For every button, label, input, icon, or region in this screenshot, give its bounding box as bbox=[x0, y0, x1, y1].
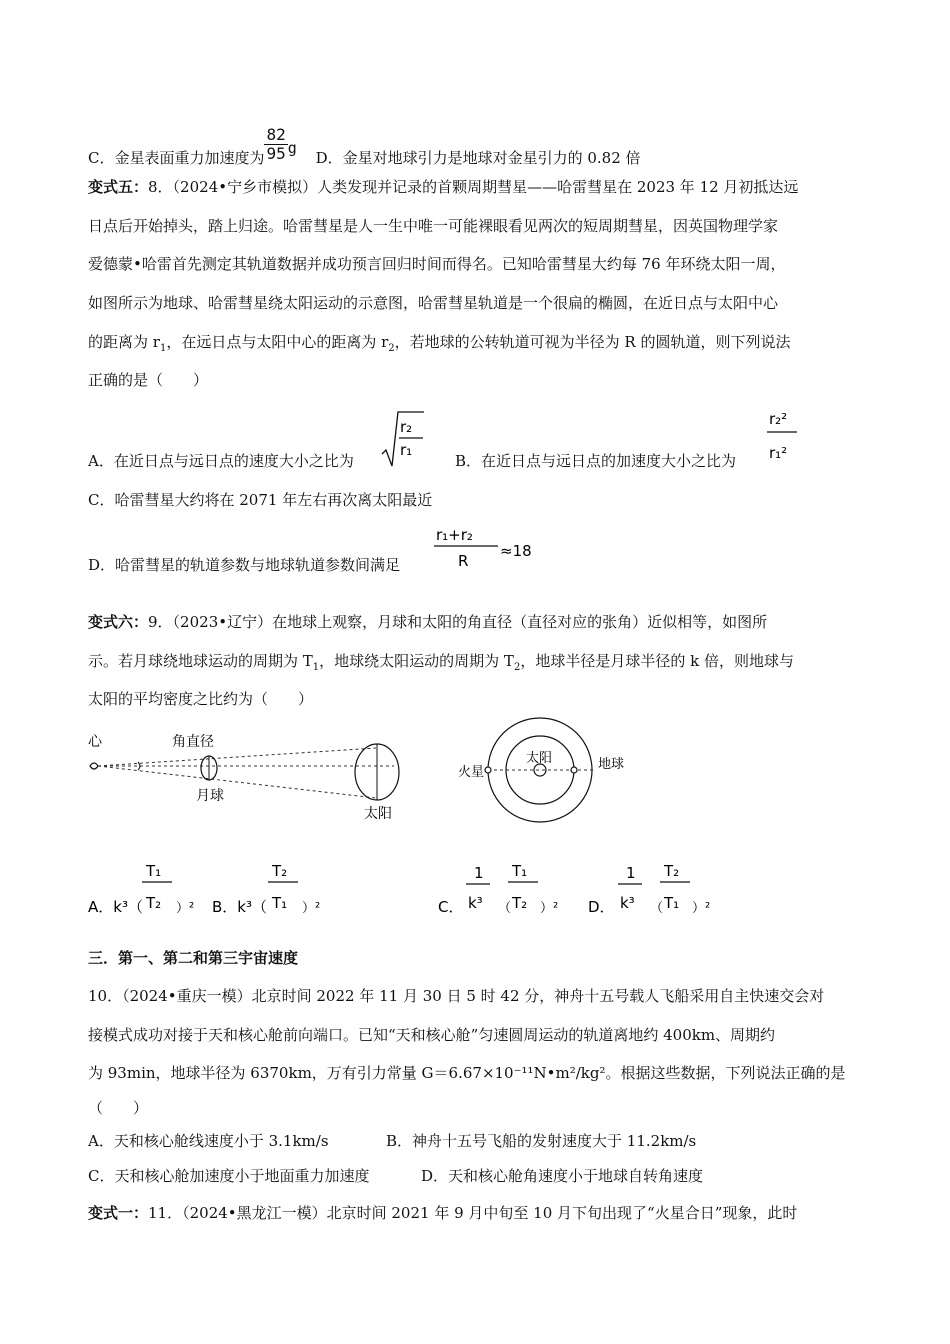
q9-options bbox=[84, 852, 734, 922]
q8-line-6: 正确的是（ ） bbox=[88, 371, 209, 389]
sun-orbit-label: 太阳 bbox=[526, 751, 553, 766]
earth-orbit bbox=[506, 736, 574, 804]
q7-option-c-fraction: $\frac{82}{95}$ bbox=[266, 125, 286, 163]
q8-line-4: 如图所示为地球、哈雷彗星绕太阳运动的示意图，哈雷彗星轨道是一个很扁的椭圆，在近日点与太阳中心 bbox=[88, 294, 779, 312]
q10-option-a: A．天和核心舱线速度小于 3.1km/s bbox=[88, 1132, 329, 1150]
section-3-heading: 三．第一、第二和第三宇宙速度 bbox=[88, 949, 299, 967]
q10-option-b: B．神舟十五号飞船的发射速度大于 11.2km/s bbox=[386, 1132, 697, 1150]
q10-line-1: 10．（2024•重庆一模）北京时间 2022 年 11 月 30 日 5 时 42 分，神舟十五号载人飞船采用自主快速交会对 bbox=[88, 987, 825, 1005]
mars-dot bbox=[485, 767, 491, 773]
svg-text:T₂: T₂ bbox=[512, 894, 528, 912]
angular-diameter-figure bbox=[84, 726, 414, 826]
q7-option-c-d: C．金星表面重力加速度为 $\frac{82}{95}$ g D．金星对地球引力是地球对金星引力的 0.82 倍 bbox=[88, 125, 641, 167]
q9-option-b-prefix: B．k³（ bbox=[212, 898, 267, 916]
mars-label: 火星 bbox=[458, 765, 485, 780]
svg-text:（: （ bbox=[650, 901, 664, 916]
svg-text:1: 1 bbox=[474, 864, 484, 882]
q11-line-1: 变式一：11．（2024•黑龙江一模）北京时间 2021 年 9 月中旬至 10 月下旬出现了“火星合日”现象，此时 bbox=[88, 1204, 798, 1222]
svg-text:T₁: T₁ bbox=[512, 862, 528, 880]
svg-text:1: 1 bbox=[626, 864, 636, 882]
q8-option-b: B．在近日点与远日点的加速度大小之比为 bbox=[455, 452, 737, 470]
earth-label: 地球 bbox=[598, 757, 625, 772]
svg-text:T₂: T₂ bbox=[664, 862, 680, 880]
q10-option-d: D．天和核心舱角速度小于地球自转角速度 bbox=[421, 1167, 704, 1185]
angular-diameter-label: 角直径 bbox=[172, 734, 214, 750]
q8-d-rhs: ≈18 bbox=[500, 542, 532, 560]
eye-label: 心 bbox=[88, 734, 102, 750]
sun-label: 太阳 bbox=[364, 806, 392, 822]
svg-text:（: （ bbox=[498, 901, 512, 916]
q8-b-denominator: r₁² bbox=[769, 444, 788, 462]
q8-option-b-fraction bbox=[766, 398, 800, 468]
orbit-figure bbox=[454, 714, 644, 824]
svg-text:）²: ）² bbox=[176, 901, 195, 916]
q8-d-denominator: R bbox=[458, 552, 469, 570]
q8-option-c: C．哈雷彗星大约将在 2071 年左右再次离太阳最近 bbox=[88, 491, 433, 509]
moon-label: 月球 bbox=[196, 788, 224, 804]
q8-option-a-sqrt-fraction bbox=[380, 408, 426, 468]
q8-line-2: 日点后开始掉头，踏上归途。哈雷彗星是人一生中唯一可能裸眼看见两次的短周期彗星，因英国物理学家 bbox=[88, 217, 779, 235]
q9-option-a-prefix: A．k³（ bbox=[88, 898, 143, 916]
q7-option-d: D．金星对地球引力是地球对金星引力的 0.82 倍 bbox=[315, 148, 641, 167]
eye-icon bbox=[90, 763, 98, 769]
q10-option-c: C．天和核心舱加速度小于地面重力加速度 bbox=[88, 1167, 370, 1185]
q10-line-2: 接模式成功对接于天和核心舱前向端口。已知“天和核心舱”匀速圆周运动的轨道离地约 400km、周期约 bbox=[88, 1026, 776, 1044]
q8-line-3: 爱德蒙•哈雷首先测定其轨道数据并成功预言回归时间而得名。已知哈雷彗星大约每 76 年环绕太阳一周， bbox=[88, 255, 786, 273]
earth-dot bbox=[571, 767, 577, 773]
svg-text:T₁: T₁ bbox=[664, 894, 680, 912]
svg-text:）²: ）² bbox=[692, 901, 711, 916]
svg-text:）²: ）² bbox=[302, 901, 321, 916]
q7-option-c: C．金星表面重力加速度为 bbox=[88, 148, 265, 167]
q9-option-c-prefix: C． bbox=[438, 898, 464, 916]
q10-line-3: 为 93min，地球半径为 6370km，万有引力常量 G＝6.67×10⁻¹¹N•m²/kg²。根据这些数据，下列说法正确的是 bbox=[88, 1064, 846, 1082]
svg-text:k³: k³ bbox=[620, 894, 635, 912]
q8-option-d: D．哈雷彗星的轨道参数与地球轨道参数间满足 bbox=[88, 556, 401, 574]
q8-a-numerator: r₂ bbox=[400, 418, 413, 436]
svg-text:）²: ）² bbox=[540, 901, 559, 916]
q10-line-4: （ ） bbox=[88, 1099, 149, 1117]
svg-text:T₂: T₂ bbox=[272, 862, 288, 880]
q8-a-denominator: r₁ bbox=[400, 441, 413, 459]
q9-line-2: 示。若月球绕地球运动的周期为 $T_1$，地球绕太阳运动的周期为 $T_2$，地球半径是月球半径的 k 倍，则地球与 bbox=[88, 652, 794, 673]
q8-option-a: A．在近日点与远日点的速度大小之比为 bbox=[88, 452, 354, 470]
q9-line-1: 变式六：9．（2023•辽宁）在地球上观察，月球和太阳的角直径（直径对应的张角）近似相等，如图所 bbox=[88, 613, 768, 631]
svg-text:k³: k³ bbox=[468, 894, 483, 912]
q9-line-3: 太阳的平均密度之比约为（ ） bbox=[88, 690, 314, 708]
q8-line-1: 变式五：8．（2024•宁乡市模拟）人类发现并记录的首颗周期彗星——哈雷彗星在 2023 年 12 月初抵达远 bbox=[88, 178, 799, 196]
q8-b-numerator: r₂² bbox=[769, 410, 788, 428]
svg-text:T₂: T₂ bbox=[146, 894, 162, 912]
q8-line-5: 的距离为 $r_1$，在远日点与太阳中心的距离为 $r_2$，若地球的公转轨道可视为半径为 R 的圆轨道，则下列说法 bbox=[88, 333, 791, 354]
q9-option-d-prefix: D． bbox=[588, 898, 615, 916]
svg-text:T₁: T₁ bbox=[272, 894, 288, 912]
q8-d-numerator: r₁+r₂ bbox=[436, 526, 473, 544]
q8-option-d-fraction bbox=[432, 522, 542, 574]
svg-text:T₁: T₁ bbox=[146, 862, 162, 880]
